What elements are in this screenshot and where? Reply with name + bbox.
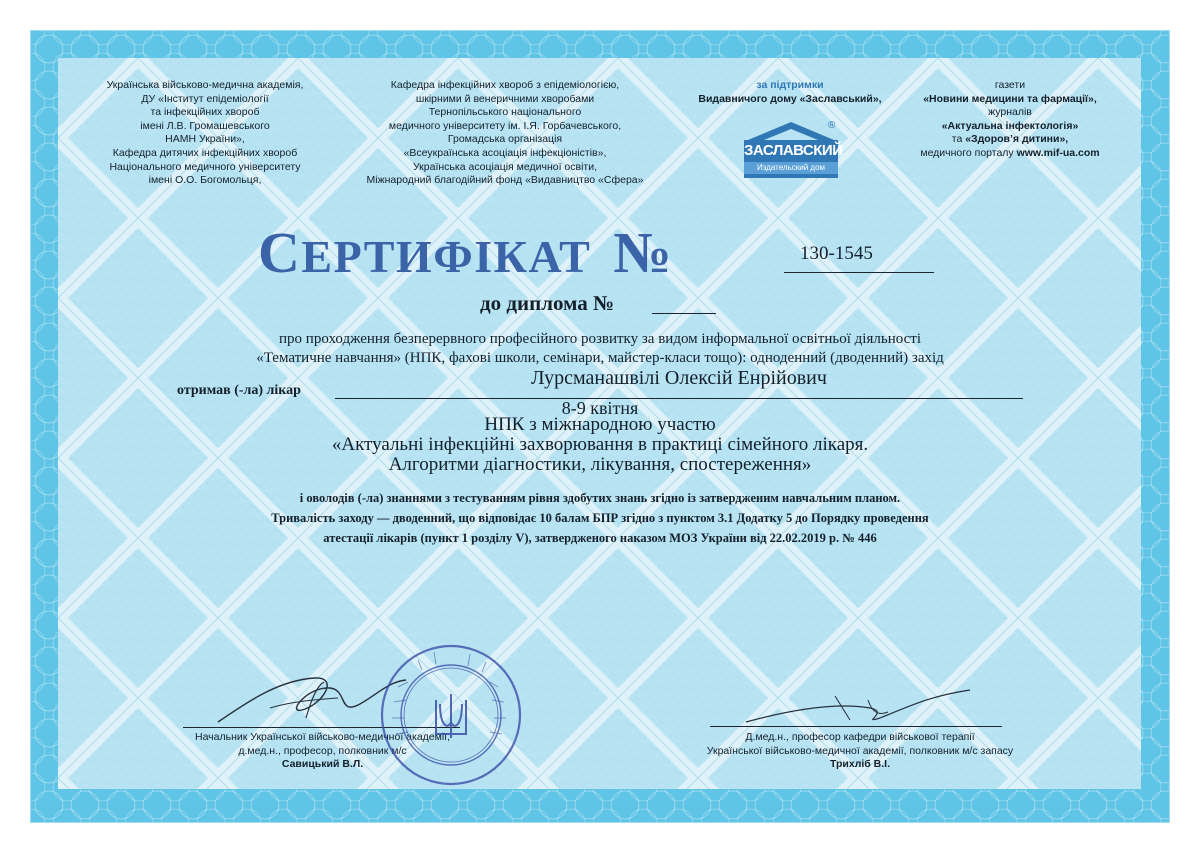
logo-subtitle: Издательский дом	[744, 162, 838, 174]
org-left-line: Національного медичного університету	[109, 160, 301, 173]
media-journals-label: журналів	[988, 106, 1032, 119]
org-left-line: імені Л.В. Громашевського	[140, 119, 270, 132]
support-block	[680, 79, 900, 106]
signature-right	[740, 672, 980, 728]
org-left-line: імені О.О. Богомольця,	[148, 174, 262, 187]
media-newspaper: «Новини медицини та фармації»,	[923, 92, 1097, 105]
org-center-line: Тернопільського національного	[428, 106, 582, 119]
org-center-line: Українська асоціація медичної освіти,	[412, 160, 598, 173]
org-center-line: шкірними й венеричними хворобами	[415, 92, 595, 105]
media-journal-2-line	[900, 133, 1120, 147]
org-left-line: НАМН України»,	[165, 133, 245, 146]
signature-right-line	[710, 726, 1002, 727]
org-center-line: «Всеукраїнська асоціація інфекціоністів»,	[403, 146, 607, 159]
organizations-left	[80, 79, 330, 188]
ministry-stamp	[378, 642, 524, 788]
event-dates: 8-9 квітня	[561, 398, 639, 418]
description-line-1: про проходження безперервного професійного розвитку за видом інформальної освітньої діяльності	[279, 331, 921, 347]
org-left-line: та інфекційних хвороб	[150, 106, 260, 119]
support-caption: за підтримки	[756, 79, 824, 91]
media-portal: www.mif-ua.com	[1016, 146, 1100, 159]
statement-line-3: атестації лікарів (пункт 1 розділу V), затвердженого наказом МОЗ України від 22.02.2019 р. № 446	[323, 531, 877, 545]
trident-icon	[436, 694, 466, 738]
event-line-3: Алгоритми діагностики, лікування, спостереження»	[388, 454, 812, 475]
signatory-right-name: Трихліб В.І.	[829, 758, 891, 771]
zaslavsky-logo	[744, 140, 843, 178]
certificate-title	[258, 220, 674, 287]
statement-line-2: Тривалість заходу — дводенний, що відповідає 10 балам БПР згідно з пунктом 3.1 Додатку 5 до Порядку проведення	[271, 511, 929, 525]
logo-registered-mark: ®	[828, 120, 836, 131]
doctor-name: Лурсманашвілі Олексій Енрійович	[531, 367, 827, 389]
signatory-left-degree: д.мед.н., професор, полковник м/с	[238, 744, 407, 757]
statement	[100, 488, 1100, 548]
organizations-center	[340, 79, 670, 188]
logo-name: ЗАСЛАВСКИЙ	[744, 142, 843, 159]
description	[100, 330, 1100, 368]
signatory-right-position: Д.мед.н., професор кафедри військової терапії	[745, 731, 975, 743]
media-portal-label: медичного порталу	[920, 146, 1014, 159]
event-title	[150, 415, 1050, 475]
diploma-label: до диплома №	[480, 291, 615, 315]
media-block	[900, 79, 1120, 161]
title-number-sign: №	[613, 220, 674, 285]
certificate-number-line	[784, 272, 934, 273]
support-publisher: Видавничого дому «Заславський»,	[698, 92, 882, 105]
media-portal-line	[900, 147, 1120, 161]
diploma-number-line	[652, 313, 716, 314]
received-label: отримав (-ла) лікар	[177, 383, 301, 398]
org-center-line: Міжнародний благодійний фонд «Видавництво «Сфера»	[366, 174, 644, 187]
signatory-left-position: Начальник Української військово-медичної академії,	[194, 731, 451, 743]
signatory-left-name: Савицький В.Л.	[281, 758, 364, 771]
org-left-line: Українська військово-медична академія,	[106, 79, 304, 91]
media-journal-1: «Актуальна інфектологія»	[941, 119, 1079, 132]
title-rest: ЕРТИФІКАТ	[301, 231, 592, 282]
certificate-number: 130-1545	[800, 243, 873, 264]
statement-line-1: і оволодів (-ла) знаннями з тестуванням рівня здобутих знань згідно із затвердженим навчальним планом.	[299, 491, 901, 505]
media-journal-2-prefix: та	[951, 133, 963, 146]
org-center-line: Громадська організація	[447, 133, 563, 146]
media-newspaper-label: газети	[994, 79, 1026, 91]
signatory-right	[670, 731, 1050, 772]
org-center-line: Кафедра інфекційних хвороб з епідеміологією,	[390, 79, 620, 91]
org-left-line: ДУ «Інститут епідеміології	[141, 92, 269, 105]
event-line-2: «Актуальні інфекційні захворювання в практиці сімейного лікаря.	[331, 434, 869, 455]
logo-roof-icon	[744, 118, 838, 142]
event-line-1: НПК з міжнародною участю	[484, 414, 716, 435]
description-line-2: «Тематичне навчання» (НПК, фахові школи, семінари, майстер-класи тощо): одноденний (дводенний) захід	[256, 350, 944, 366]
title-first-letter: С	[258, 220, 302, 285]
signatory-right-affiliation: Української військово-медичної академії, полковник м/с запасу	[706, 744, 1014, 757]
org-center-line: медичного університету ім. І.Я. Горбачевського,	[388, 119, 622, 132]
media-journal-2: «Здоров’я дитини»,	[965, 133, 1069, 146]
org-left-line: Кафедра дитячих інфекційних хвороб	[112, 146, 298, 159]
